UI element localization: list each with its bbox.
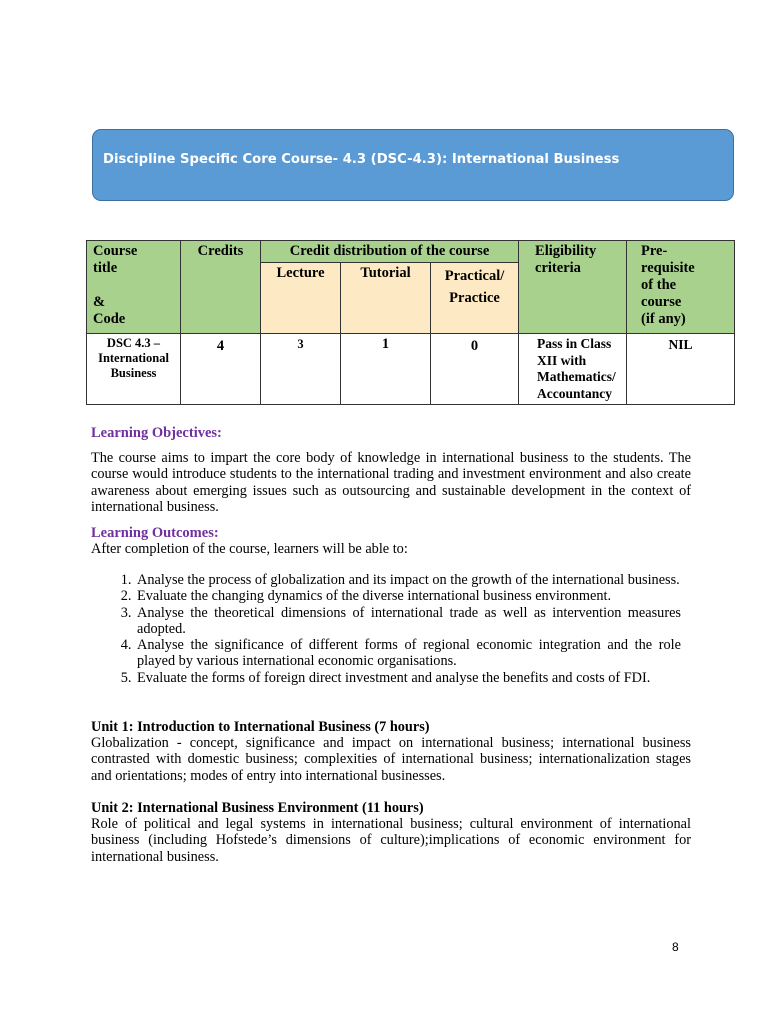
cell-eligibility-line: XII with	[537, 352, 587, 368]
cell-prerequisite: NIL	[627, 334, 735, 405]
header-eligibility	[519, 241, 627, 334]
cell-credits: 4	[181, 334, 261, 405]
cell-eligibility-line: Pass in Class	[537, 336, 612, 351]
learning-outcomes-title: Learning Outcomes:	[91, 525, 219, 541]
header-practical-line: Practice	[449, 290, 500, 306]
learning-objectives-text: The course aims to impart the core body of knowledge in international business to the students. The course would introduce students to the international trading and investment environment and also create awareness about emerging issues such as outsourcing and sustainable development in the context of international business.	[91, 450, 691, 515]
learning-objectives-heading	[91, 425, 691, 441]
header-course-title-line: Code	[93, 311, 126, 327]
header-eligibility-line: criteria	[535, 260, 581, 276]
header-course-title-line: &	[93, 294, 106, 310]
cell-course-code-line: DSC 4.3 –	[106, 336, 161, 350]
learning-objectives-title: Learning Objectives:	[91, 425, 222, 441]
learning-outcomes-list	[91, 572, 681, 686]
course-banner-title: Discipline Specific Core Course- 4.3 (DSC-4.3): International Business	[103, 152, 620, 167]
header-prerequisite-line: of the	[641, 277, 677, 293]
page-number: 8	[672, 940, 679, 954]
unit-1-text: Globalization - concept, significance and impact on international business; international business contrasted with domestic business; complexities of international business; internationalization stages and orientations; modes of entry into international businesses.	[91, 735, 691, 784]
list-item: 4. Analyse the significance of different forms of regional economic integration and the role played by various international economic organisations.	[135, 637, 681, 670]
cell-course-code-line: Business	[110, 366, 157, 380]
list-item: 1. Analyse the process of globalization and its impact on the growth of the international business.	[135, 572, 681, 588]
unit-1-title: : Introduction to International Business (7 hours)	[128, 719, 430, 735]
unit-1-heading	[91, 719, 691, 735]
cell-eligibility-line: Mathematics/	[537, 369, 616, 384]
cell-course-code-line: International	[98, 351, 169, 365]
learning-outcomes-intro: After completion of the course, learners will be able to:	[91, 541, 408, 557]
list-item: 2. Evaluate the changing dynamics of the diverse international business environment.	[135, 588, 681, 604]
header-course-title-line	[93, 277, 174, 294]
unit-1-label: Unit 1	[91, 719, 129, 735]
unit-2-heading	[91, 800, 691, 816]
header-prerequisite	[627, 241, 735, 334]
cell-eligibility	[519, 334, 627, 405]
header-credits: Credits	[181, 241, 261, 334]
header-prerequisite-line: course	[641, 294, 682, 310]
header-prerequisite-line: (if any)	[641, 311, 686, 327]
header-course-title-line: title	[93, 260, 118, 276]
header-practical	[431, 263, 519, 334]
header-course-title-line: Course	[93, 243, 138, 259]
course-table	[86, 240, 735, 405]
table-row	[87, 334, 735, 405]
header-prerequisite-line: Pre-	[641, 243, 668, 259]
cell-practical: 0	[431, 334, 519, 405]
header-course-title	[87, 241, 181, 334]
cell-eligibility-line: Accountancy	[537, 385, 613, 401]
list-item: 5. Evaluate the forms of foreign direct investment and analyse the benefits and costs of FDI.	[135, 670, 681, 686]
header-credit-distribution: Credit distribution of the course	[261, 241, 519, 263]
learning-outcomes-heading	[91, 525, 691, 541]
header-lecture: Lecture	[261, 263, 341, 334]
unit-2-title: Unit 2: International Business Environment (11 hours)	[91, 800, 424, 816]
course-banner	[92, 129, 734, 201]
header-tutorial: Tutorial	[341, 263, 431, 334]
header-practical-line: Practical/	[444, 268, 505, 284]
learning-outcomes-list-wrapper	[91, 572, 681, 686]
unit-2-text: Role of political and legal systems in international business; cultural environment of international business (including Hofstede’s dimensions of culture);implications of economic environment for international business.	[91, 816, 691, 865]
list-item: 3. Analyse the theoretical dimensions of international trade as well as intervention measures adopted.	[135, 605, 681, 638]
cell-tutorial: 1	[341, 334, 431, 405]
table-header-row	[87, 241, 735, 263]
header-prerequisite-line: requisite	[641, 260, 695, 276]
cell-course-code	[87, 334, 181, 405]
cell-lecture: 3	[261, 334, 341, 405]
header-eligibility-line: Eligibility	[535, 243, 597, 259]
